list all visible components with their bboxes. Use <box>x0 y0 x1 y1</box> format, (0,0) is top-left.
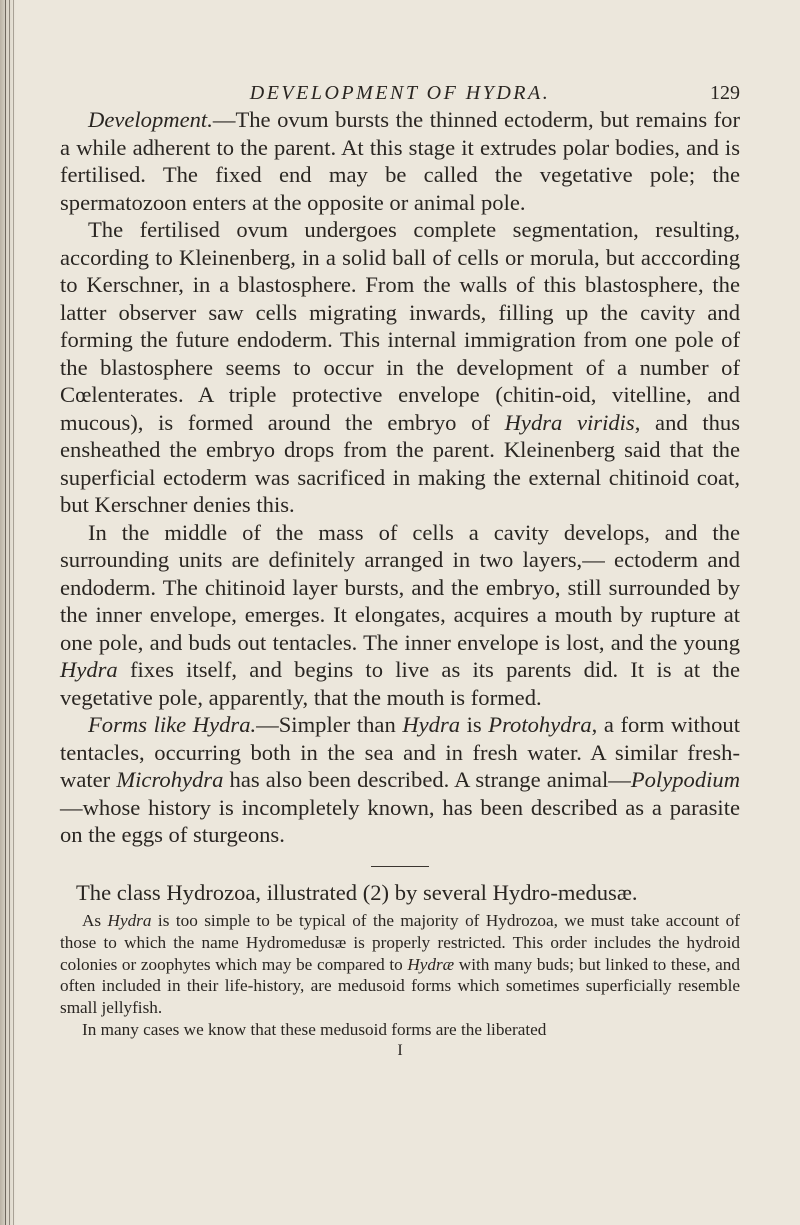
paragraph-text: is too simple to be typical of the majority of Hydrozoa, we must take account of those to which the name Hydromedusæ is properly restricted. This order includes the hydroid colonies or zoophytes which may be compared to <box>60 911 740 974</box>
paragraph-text: is <box>460 712 489 737</box>
small-print-paragraph <box>60 910 740 1019</box>
section-divider <box>371 866 429 867</box>
running-head <box>60 72 740 106</box>
paragraph-cavity <box>60 519 740 712</box>
paragraph-text: As <box>82 911 108 930</box>
paragraph-text: with many buds; but linked to these, and often included in their life-history, are medusoid forms which sometimes superficially resemble small jellyfish. <box>60 954 740 1018</box>
paragraph-text: has also been described. A strange animal— <box>223 767 631 792</box>
small-print <box>60 910 740 1041</box>
signature-mark: I <box>397 1041 403 1059</box>
small-print-paragraph: In many cases we know that these medusoid forms are the liberated <box>82 1019 547 1039</box>
paragraph-text: fixes itself, and begins to live as its parents did. It is at the vegetative pole, apparently, that the mouth is formed. <box>60 657 740 710</box>
genus-name: Hydra <box>107 911 152 930</box>
paragraph-text: , and thus ensheathed the embryo drops from the parent. Kleinenberg said that the superficial ectoderm was sacrificed in making the external chitinoid coat, but Kerschner denies this. <box>60 409 740 517</box>
genus-name: Hydræ <box>407 954 455 974</box>
spine-line <box>5 0 6 1225</box>
paragraph-heading: Forms like Hydra. <box>88 712 257 737</box>
paragraph-text: In the middle of the mass of cells a cavity develops, and the surrounding units are definitely arranged in two layers,— ectoderm and endoderm. The chitinoid layer bursts, and the embryo, still surrounded by the inner envelope, emerges. It elongates, acquires a mouth by rupture at one pole, and buds out tentacles. The inner envelope is lost, and the young <box>60 519 740 655</box>
spine-line <box>9 0 10 1225</box>
running-title: DEVELOPMENT OF HYDRA. <box>249 82 551 104</box>
genus-name: Protohydra <box>488 712 592 737</box>
paragraph-text: , a form without tentacles, occurring both in the sea and in fresh water. A similar fresh-water <box>60 712 740 792</box>
paragraph-segmentation <box>60 216 740 519</box>
paragraph-text: —whose history is incompletely known, has been described as a parasite on the eggs of sturgeons. <box>60 794 740 847</box>
book-page <box>60 72 740 1060</box>
paragraph-text: The fertilised ovum undergoes complete segmentation, resulting, according to Kleinenberg, in a solid ball of cells or morula, but acccording to Kerschner, in a blastosphere. From the walls of this blastosphere, the latter observer saw cells migrating inwards, filling up the cavity and forming the future endoderm. This internal immigration from one pole of the blastosphere seems to occur in the development of a number of Cœlenterates. A triple protective envelope (chitin-oid, vitelline, and mucous), is formed around the embryo of <box>60 217 740 435</box>
genus-name: Microhydra <box>116 767 224 792</box>
page-number: 129 <box>710 82 740 104</box>
section-intro: The class Hydrozoa, illustrated (2) by several Hydro-medusæ. <box>76 879 638 905</box>
paragraph-forms-like-hydra <box>60 711 740 849</box>
body-text <box>60 106 740 906</box>
paragraph-heading: Development. <box>88 107 213 132</box>
genus-name: Polypodium <box>630 767 741 792</box>
genus-name: Hydra <box>60 657 118 682</box>
genus-name: Hydra <box>402 712 461 737</box>
paragraph-text: —Simpler than <box>256 712 403 737</box>
paragraph-development <box>60 106 740 216</box>
species-name: Hydra viridis <box>504 409 635 435</box>
paragraph-text: —The ovum bursts the thinned ectoderm, but remains for a while adherent to the parent. At this stage it extrudes polar bodies, and is fertilised. The fixed end may be called the vegetative pole; the spermatozoon enters at the opposite or animal pole. <box>60 107 740 215</box>
spine-line <box>13 0 14 1225</box>
